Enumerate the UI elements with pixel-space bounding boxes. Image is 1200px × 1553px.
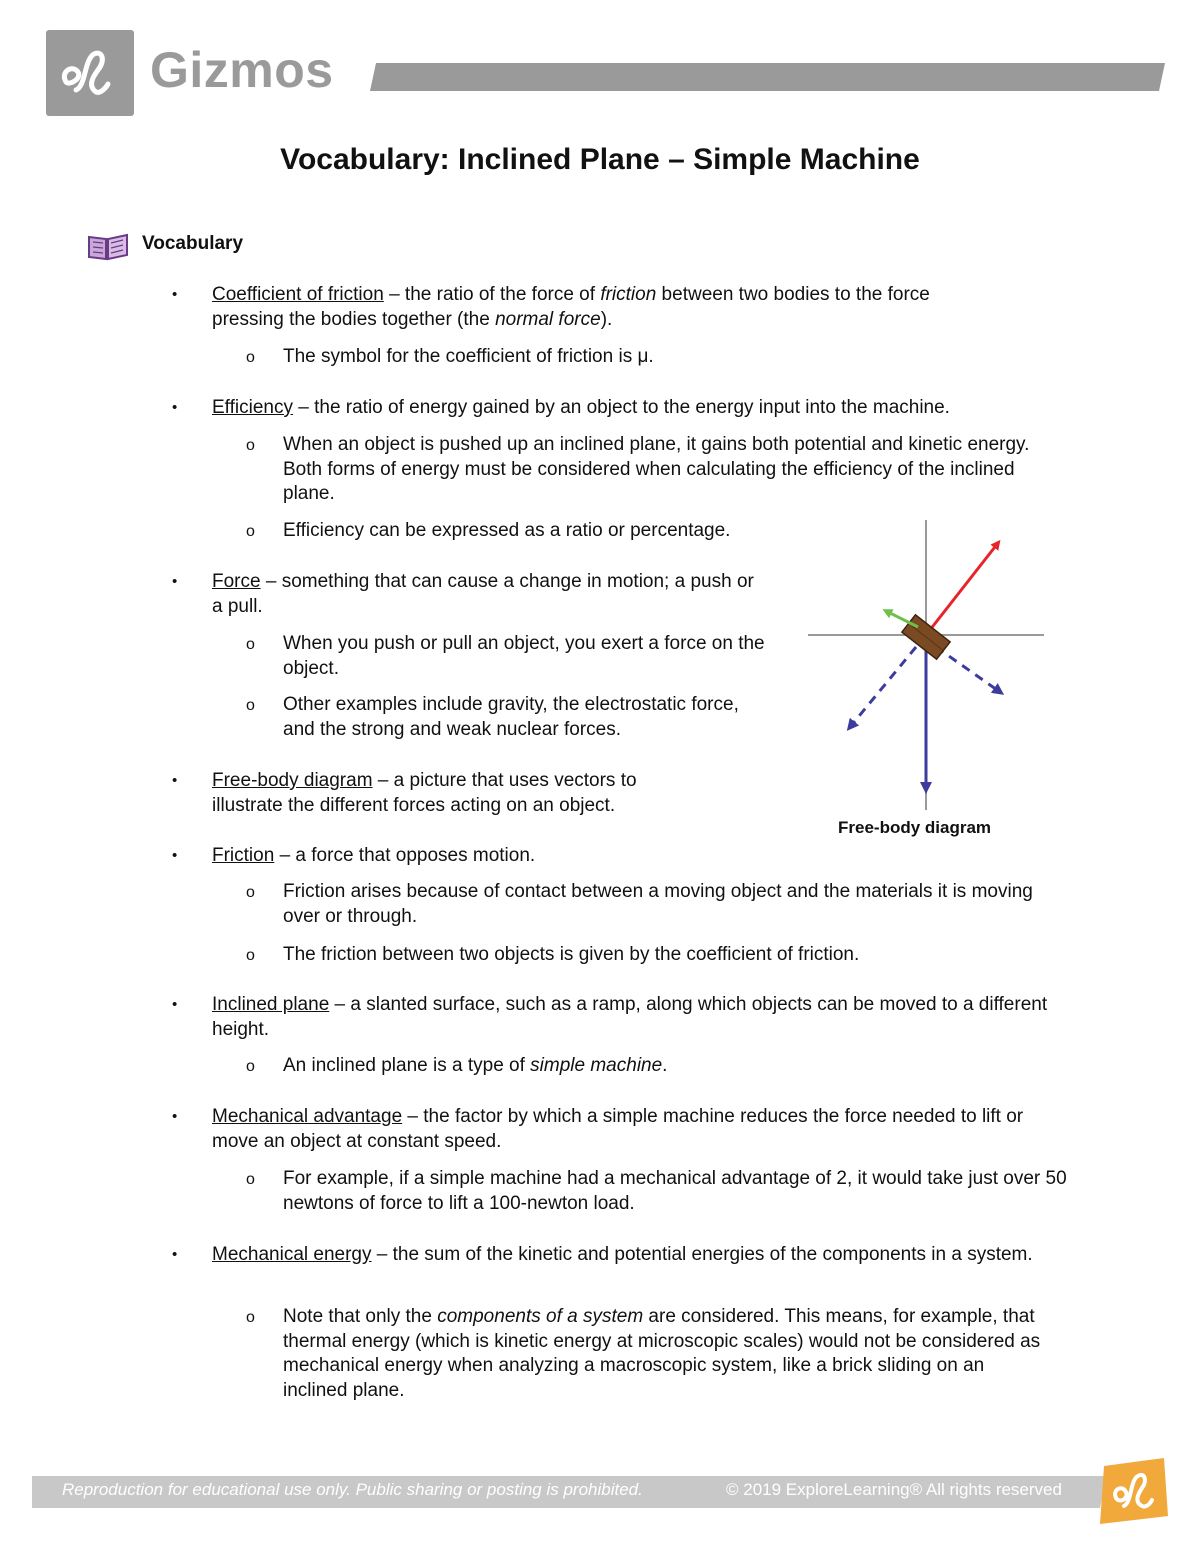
- footer-copyright: © 2019 ExploreLearning® All rights reserved: [726, 1480, 1062, 1499]
- header-rule: [370, 63, 1170, 93]
- term: Inclined plane: [212, 994, 330, 1015]
- free-body-diagram: [800, 515, 1080, 815]
- applied-force-vector: [926, 543, 998, 635]
- brand-name: Gizmos: [150, 42, 334, 98]
- explorelearning-footer-logo-icon: [1096, 1456, 1172, 1526]
- term: Force: [212, 571, 261, 592]
- footer-disclaimer: Reproduction for educational use only. Public sharing or posting is prohibited.: [62, 1480, 643, 1499]
- explorelearning-logo: [46, 30, 134, 116]
- term: Free-body diagram: [212, 770, 373, 791]
- parallel-component-vector: [936, 647, 1000, 692]
- page-title: Vocabulary: Inclined Plane – Simple Machine: [280, 143, 920, 176]
- term: Efficiency: [212, 397, 293, 418]
- term: Coefficient of friction: [212, 284, 384, 305]
- figure-caption: Free-body diagram: [838, 818, 992, 837]
- section-heading: Vocabulary: [142, 233, 244, 254]
- normal-component-vector: [850, 647, 916, 727]
- term: Friction: [212, 845, 275, 866]
- term: Mechanical advantage: [212, 1106, 403, 1127]
- bullet: •: [172, 286, 178, 303]
- open-book-icon: [86, 230, 130, 262]
- term: Mechanical energy: [212, 1244, 372, 1265]
- el-logo-icon: [46, 30, 134, 116]
